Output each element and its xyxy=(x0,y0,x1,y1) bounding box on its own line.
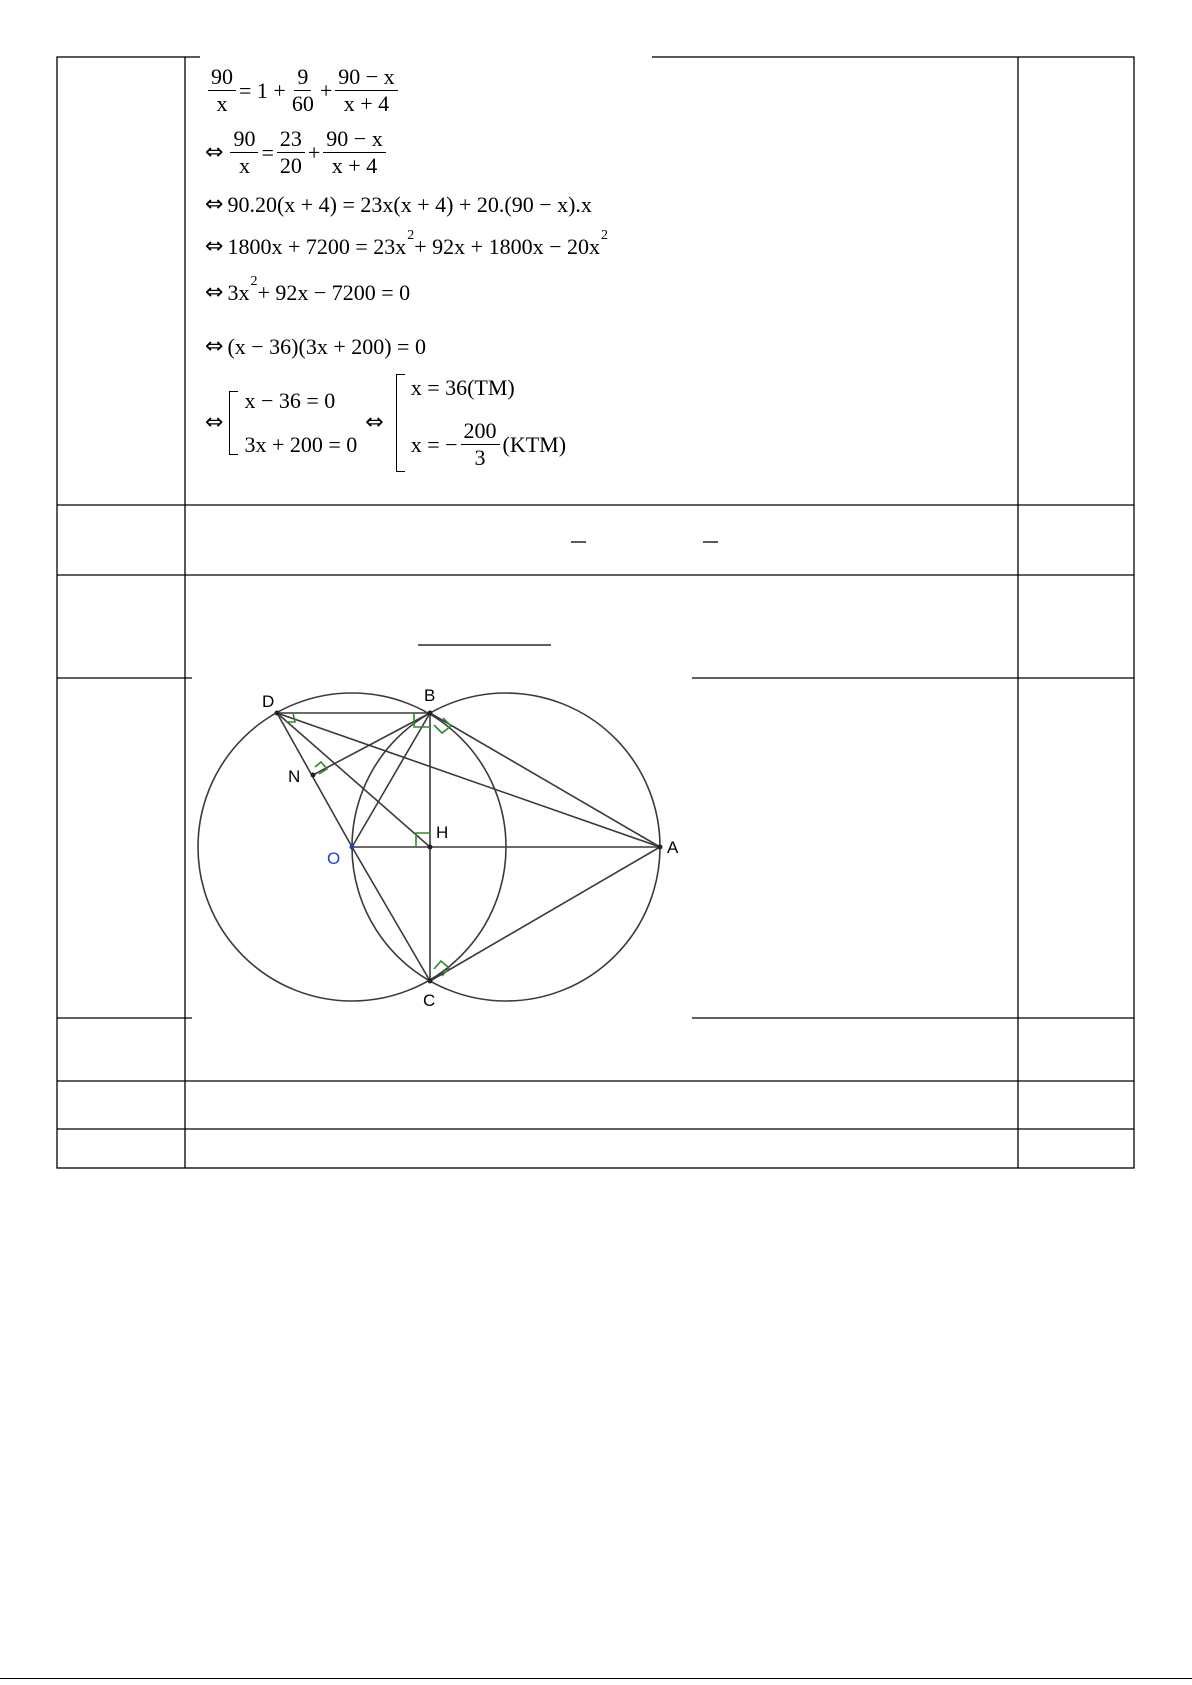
denominator: x xyxy=(216,91,228,116)
point-a xyxy=(658,845,663,850)
denominator: x + 4 xyxy=(331,153,378,178)
segment-da xyxy=(277,713,660,847)
equivalence-icon: ⇔ xyxy=(205,234,224,259)
exponent: 2 xyxy=(250,274,258,289)
label-a: A xyxy=(667,838,679,857)
equivalence-icon: ⇔ xyxy=(205,334,224,359)
equation-text: (x − 36)(3x + 200) = 0 xyxy=(227,334,426,359)
segment-ba xyxy=(430,713,660,847)
equation-text-row xyxy=(411,420,566,469)
equation-line-7 xyxy=(205,374,566,472)
numerator: 90 xyxy=(208,66,236,91)
fraction xyxy=(335,66,397,115)
point-n xyxy=(311,773,316,778)
fraction xyxy=(323,128,385,177)
equation-text: x − 36 = 0 xyxy=(244,388,336,413)
equation-system xyxy=(244,390,357,456)
equation-line-5 xyxy=(205,274,411,305)
label-h: H xyxy=(436,823,449,842)
equivalence-icon: ⇔ xyxy=(205,280,224,305)
point-b xyxy=(428,711,433,716)
equation-line-6 xyxy=(205,336,426,358)
fraction xyxy=(277,128,305,177)
denominator: 20 xyxy=(279,153,302,178)
exponent: 2 xyxy=(407,228,415,243)
numerator: 23 xyxy=(277,128,305,153)
label-d: D xyxy=(262,692,275,711)
footer-rule xyxy=(0,1678,1192,1679)
numerator: 9 xyxy=(294,66,311,91)
equation-system xyxy=(411,377,566,469)
equation-text: + 92x + 1800x − 20x xyxy=(414,234,600,259)
exponent: 2 xyxy=(601,228,608,243)
fraction xyxy=(289,66,317,115)
numerator: 90 xyxy=(230,128,258,153)
equivalence-icon: ⇔ xyxy=(205,192,224,217)
equation-text: = xyxy=(261,139,274,165)
point-d xyxy=(275,711,280,716)
equivalence-icon: ⇔ xyxy=(205,139,224,165)
geometry-figure xyxy=(186,676,706,1016)
equivalence-icon: ⇔ xyxy=(205,410,224,435)
equation-text: 90.20(x + 4) = 23x(x + 4) + 20.(90 − x).x xyxy=(227,192,592,217)
segment-co xyxy=(352,847,430,981)
point-h xyxy=(428,845,433,850)
label-o: O xyxy=(327,849,341,868)
equivalence-icon: ⇔ xyxy=(365,410,384,435)
denominator: x + 4 xyxy=(343,91,390,116)
equation-line-3 xyxy=(205,194,592,216)
equation-text: + xyxy=(319,77,333,103)
denominator: x xyxy=(238,153,250,178)
equation-text: 3x + 200 = 0 xyxy=(244,432,358,457)
fraction xyxy=(230,128,258,177)
segment-ca xyxy=(430,847,660,981)
label-n: N xyxy=(288,767,301,786)
equation-text: x = 36(TM) xyxy=(410,375,515,400)
equation-text: (KTM) xyxy=(502,431,567,457)
equation-text: + xyxy=(307,139,321,165)
equation-text: x = − xyxy=(410,431,458,457)
numerator: 90 − x xyxy=(323,128,385,153)
point-c xyxy=(428,979,433,984)
denominator: 3 xyxy=(474,445,486,470)
bracket-symbol xyxy=(396,374,405,472)
numerator: 200 xyxy=(461,420,500,445)
equation-text: 1800x + 7200 = 23x xyxy=(227,234,407,259)
label-c: C xyxy=(423,991,436,1010)
fraction xyxy=(208,66,236,115)
equation-line-4 xyxy=(205,228,608,259)
label-b: B xyxy=(424,686,436,705)
numerator: 90 − x xyxy=(335,66,397,91)
bracket-symbol xyxy=(229,391,238,455)
equation-line-2 xyxy=(205,128,389,177)
point-o xyxy=(350,845,355,850)
denominator: 60 xyxy=(291,91,314,116)
equation-text: 3x xyxy=(227,280,250,305)
equation-text: + 92x − 7200 = 0 xyxy=(257,280,411,305)
fraction xyxy=(461,420,500,469)
equation-line-1 xyxy=(205,66,401,115)
equation-text: = 1 + xyxy=(239,77,286,103)
